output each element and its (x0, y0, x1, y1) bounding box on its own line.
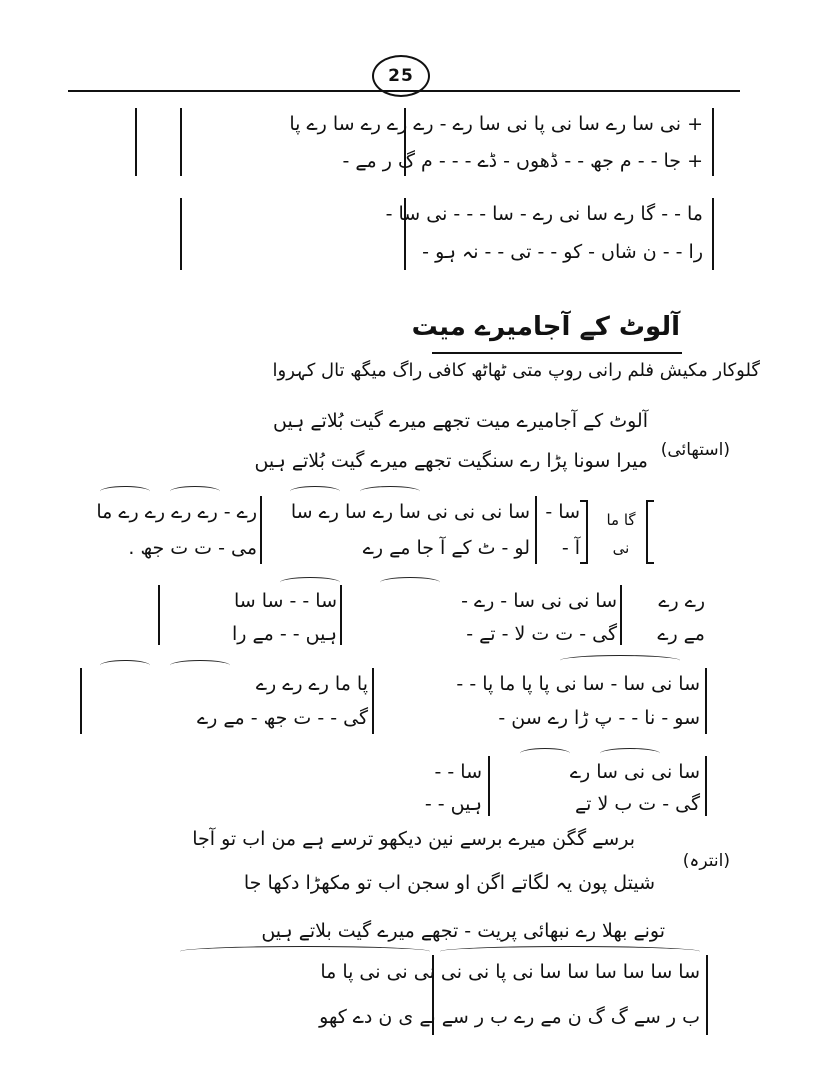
notation-row: رے رے (658, 590, 705, 612)
antara-label: (انترہ) (682, 851, 730, 871)
notation-row: گی - ت ت لا - تے - (466, 623, 617, 645)
notation-row: سا نی سا - سا نی پا پا ما پا - - (456, 673, 700, 695)
notation-row: ما - - گا رے سا نی رے - سا - - - نی سا - (385, 203, 703, 225)
notation-row: پا ما رے رے رے (255, 673, 368, 695)
notation-row: سو - نا - - پ ڑا رے سن - (498, 707, 700, 729)
bar-line (260, 496, 262, 564)
ornament-notes: گا ما (606, 511, 636, 529)
sthayi-label: (استھائی) (660, 440, 730, 460)
notation-row: لو - ٹ کے آ جا مے رے (362, 537, 530, 559)
notation-row: ہیں - - مے را (232, 623, 337, 645)
notation-row: ہیں - - (424, 793, 482, 815)
song-credits: گلوکار مکیش فلم رانی روپ متی ٹھاٹھ کافی راگ میگھ تال کہروا (272, 360, 760, 381)
notation-row: رے - رے رے رے رے ما (96, 501, 257, 523)
notation-row: + جا - - م جھ - - ڈھوں - ڈے - - - م گ ر مے - (342, 150, 703, 172)
notation-row: آ - (561, 537, 580, 559)
sthayi-lyric-line: آلوٹ کے آجامیرے میت تجھے میرے گیت بُلاتے ہیں (273, 410, 648, 432)
bar-line (372, 668, 374, 734)
title-underline (432, 352, 682, 354)
slur-arc (100, 486, 150, 497)
bar-line (712, 198, 714, 270)
slur-arc (440, 946, 700, 957)
antara-lyric-line: شیتل پون یہ لگاتے اگن او سجن اب تو مکھڑا دکھا جا (243, 872, 655, 894)
notation-row: گی - - ت جھ - مے رے (197, 707, 368, 729)
bar-line (705, 756, 707, 816)
bar-line (135, 108, 137, 176)
antara-lyric-line: برسے گگن میرے برسے نین دیکھو ترسے ہے من اب تو آجا (192, 828, 635, 850)
notation-row: مے رے (657, 623, 705, 645)
notation-row: سا - - (434, 761, 482, 783)
notation-row: سا نی نی سا - رے - (461, 590, 617, 612)
notation-row: می - ت ت جھ . (128, 537, 257, 559)
slur-arc (180, 946, 430, 957)
ornament-notes: نی (612, 539, 630, 557)
antara-lyric-line: تونے بھلا رے نبھائی پریت - تجھے میرے گیت بلاتے ہیں (261, 920, 665, 942)
notation-row: سا نی نی سا رے (569, 761, 700, 783)
notation-row: سا - (545, 501, 580, 523)
bar-line (712, 108, 714, 176)
bar-line (80, 668, 82, 734)
bar-line (706, 955, 708, 1035)
bar-line (340, 585, 342, 645)
slur-arc (170, 486, 220, 497)
bar-line (180, 198, 182, 270)
page-number: 25 (372, 55, 430, 97)
notation-row: ب ر سے گ گ ن مے رے ب ر سے نے ی ن دے کھو (319, 1006, 700, 1028)
notation-row: + نی سا رے سا نی پا نی سا رے - رے رے رے سا رے پا (289, 113, 703, 135)
bar-line (705, 668, 707, 734)
bar-line (535, 496, 537, 564)
notation-row: سا سا سا سا سا سا نی پا نی نی نی نی نی پا ما (320, 961, 700, 983)
notation-row: را - - ن شاں - کو - - تی - - نہ ہو - (422, 241, 703, 263)
notation-row: سا - - سا سا (234, 590, 337, 612)
sthayi-lyric-line: میرا سونا پڑا رے سنگیت تجھے میرے گیت بُلاتے ہیں (254, 450, 648, 472)
slur-arc (560, 655, 680, 666)
slur-arc (290, 486, 340, 497)
song-title: آلوٹ کے آجامیرے میت (411, 312, 680, 342)
bar-line (488, 756, 490, 816)
notation-row: سا نی نی نی سا رے سا رے سا (290, 501, 530, 523)
header-rule (68, 90, 740, 92)
notation-row: گی - ت ب لا تے (575, 793, 700, 815)
bar-line (158, 585, 160, 645)
bracket-left (646, 500, 654, 564)
bar-line (620, 585, 622, 645)
slur-arc (360, 486, 420, 497)
bracket-right (580, 500, 588, 564)
